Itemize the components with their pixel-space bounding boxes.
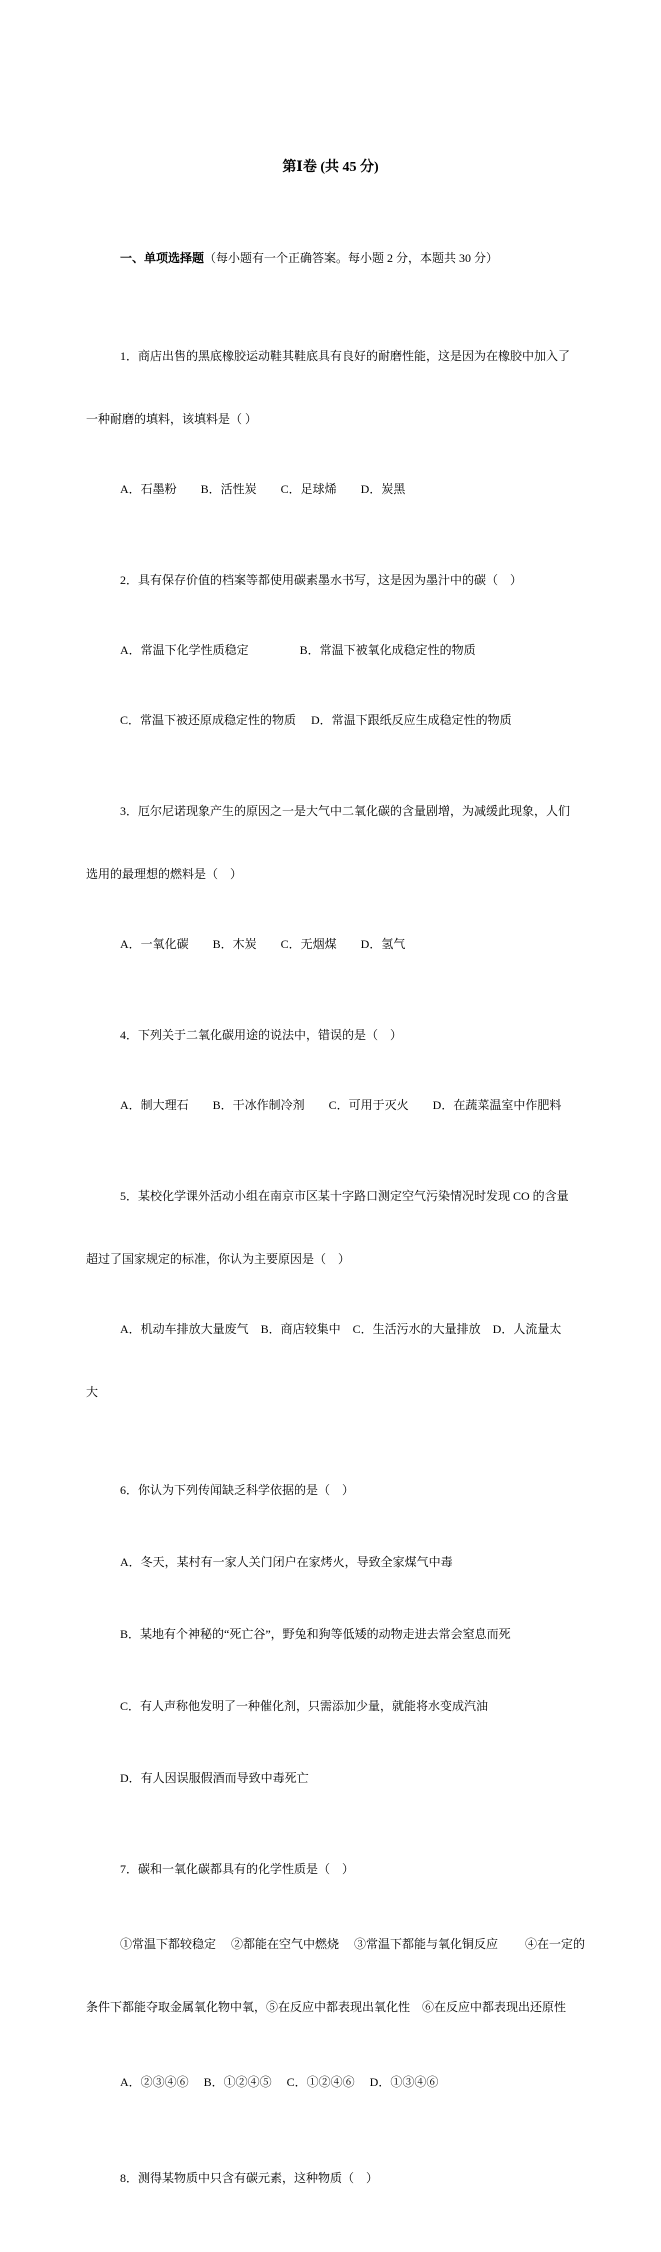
question-5-text-line-2: 超过了国家规定的标准，你认为主要原因是（ ）	[86, 1252, 351, 1266]
question-6-option-c: C．有人声称他发明了一种催化剂，只需添加少量，就能将水变成汽油	[120, 1699, 489, 1713]
question-3-text-line-1: 3．厄尔尼诺现象产生的原因之一是大气中二氧化碳的含量剧增，为减缓此现象，人们	[120, 804, 571, 818]
section-heading-note: （每小题有一个正确答案。每小题 2 分，本题共 30 分）	[204, 251, 499, 265]
question-3-text-line-2: 选用的最理想的燃料是（ ）	[86, 867, 243, 881]
question-6-text: 6．你认为下列传闻缺乏科学依据的是（ ）	[120, 1483, 355, 1497]
page-title: 第Ⅰ卷 (共 45 分)	[282, 160, 379, 175]
question-7-items-line-1: ①常温下都较稳定 ②都能在空气中燃烧 ③常温下都能与氧化铜反应 ④在一定的	[120, 1937, 586, 1951]
question-8-text: 8．测得某物质中只含有碳元素，这种物质（ ）	[120, 2171, 379, 2185]
question-6-option-b: B．某地有个神秘的“死亡谷”，野兔和狗等低矮的动物走进去常会窒息而死	[120, 1627, 511, 1641]
question-3-options: A．一氧化碳 B．木炭 C．无烟煤 D．氢气	[120, 937, 406, 951]
question-7-options: A．②③④⑥ B．①②④⑤ C．①②④⑥ D．①③④⑥	[120, 2075, 439, 2089]
question-7-text: 7．碳和一氧化碳都具有的化学性质是（ ）	[120, 1862, 355, 1876]
question-1-text-line-2: 一种耐磨的填料，该填料是（ ）	[86, 412, 258, 426]
question-6-option-a: A．冬天，某村有一家人关门闭户在家烤火，导致全家煤气中毒	[120, 1555, 453, 1569]
question-7-items-line-2: 条件下都能夺取金属氧化物中氧，⑤在反应中都表现出氧化性 ⑥在反应中都表现出还原性	[86, 2000, 567, 2014]
question-6-option-d: D．有人因误服假酒而导致中毒死亡	[120, 1771, 309, 1785]
question-5-options-line-1: A．机动车排放大量废气 B．商店较集中 C．生活污水的大量排放 D．人流量太	[120, 1322, 562, 1336]
question-1-options: A．石墨粉 B．活性炭 C．足球烯 D．炭黑	[120, 482, 406, 496]
question-1-text-line-1: 1．商店出售的黑底橡胶运动鞋其鞋底具有良好的耐磨性能，这是因为在橡胶中加入了	[120, 349, 571, 363]
question-2-text: 2．具有保存价值的档案等都使用碳素墨水书写，这是因为墨汁中的碳（ ）	[120, 573, 523, 587]
question-2-options-cd: C．常温下被还原成稳定性的物质 D．常温下跟纸反应生成稳定性的物质	[120, 713, 512, 727]
section-heading-label: 一、单项选择题	[120, 251, 205, 265]
question-4-text: 4．下列关于二氧化碳用途的说法中，错误的是（ ）	[120, 1028, 403, 1042]
question-2-options-ab: A．常温下化学性质稳定 B．常温下被氧化成稳定性的物质	[120, 643, 476, 657]
question-4-options: A．制大理石 B．干冰作制冷剂 C．可用于灭火 D．在蔬菜温室中作肥料	[120, 1098, 562, 1112]
question-5-options-line-2: 大	[86, 1385, 99, 1399]
section-heading	[86, 248, 575, 269]
document-body	[86, 94, 586, 2252]
question-5-text-line-1: 5．某校化学课外活动小组在南京市区某十字路口测定空气污染情况时发现 CO 的含量	[120, 1189, 569, 1203]
